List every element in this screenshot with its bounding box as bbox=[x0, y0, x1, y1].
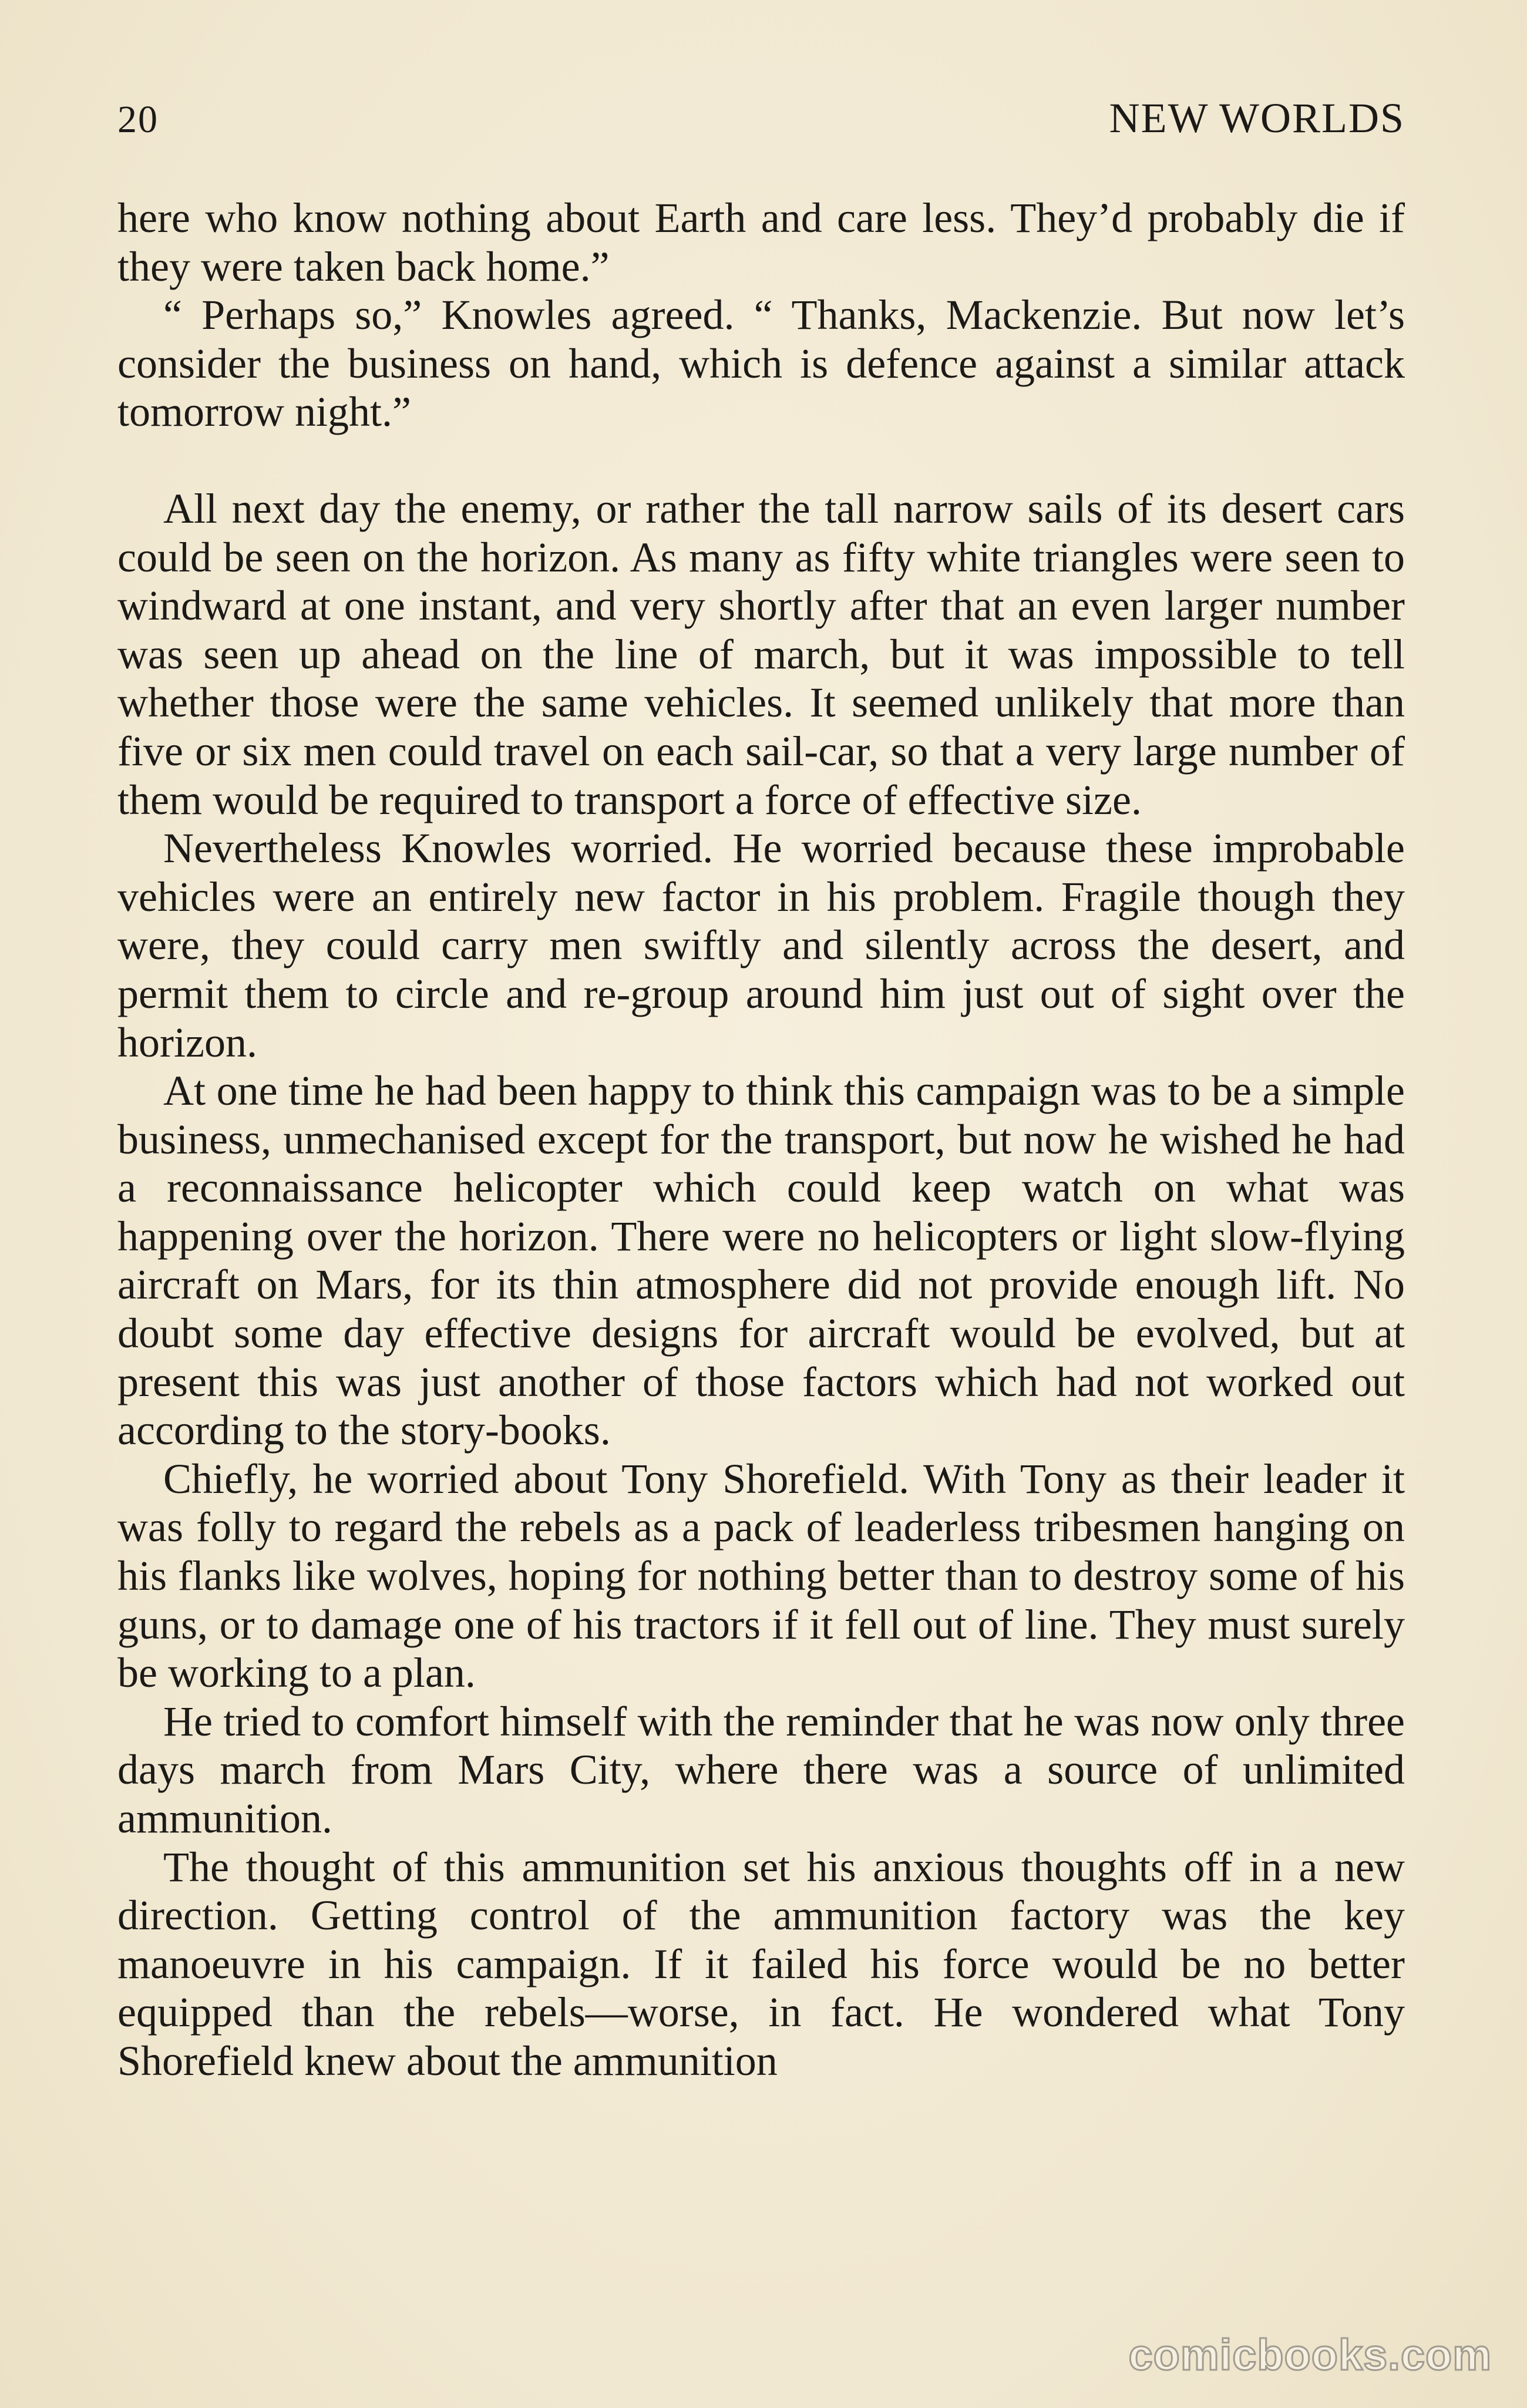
running-title: NEW WORLDS bbox=[1109, 95, 1405, 142]
paragraph: At one time he had been happy to think this campaign was to be a simple business, unmechanised except for the transport, but now he wished he had a reconnaissance helicopter which could keep watch on what was happening over the horizon. There were no helicopters or light slow-flying aircraft on Mars, for its thin atmosphere did not provide enough lift. No doubt some day effective designs for aircraft would be evolved, but at present this was just another of those factors which had not worked out according to the story-books. bbox=[117, 1067, 1405, 1454]
paragraph: Nevertheless Knowles worried. He worried because these improbable vehicles were an entirely new factor in his problem. Fragile though they were, they could carry men swiftly and silently across the desert, and permit them to circle and re-group around him just out of sight over the horizon. bbox=[117, 825, 1405, 1066]
paragraph: The thought of this ammunition set his anxious thoughts off in a new direction. Getting control of the ammunition factory was the key manoeuvre in his campaign. If it failed his force would be no better equipped than the rebels—worse, in fact. He wondered what Tony Shorefield knew about the ammunition bbox=[117, 1843, 1405, 2084]
paragraph: “ Perhaps so,” Knowles agreed. “ Thanks, Mackenzie. But now let’s consider the business on hand, which is defence against a similar attack tomorrow night.” bbox=[117, 291, 1405, 436]
body-text bbox=[117, 194, 1405, 2086]
paragraph-continued: here who know nothing about Earth and care less. They’d probably die if they were taken back home.” bbox=[117, 194, 1405, 290]
paragraph: Chiefly, he worried about Tony Shorefield. With Tony as their leader it was folly to regard the rebels as a pack of leaderless tribesmen hanging on his flanks like wolves, hoping for nothing better than to destroy some of his guns, or to damage one of his tractors if it fell out of line. They must surely be working to a plan. bbox=[117, 1455, 1405, 1697]
paragraph-section-start: All next day the enemy, or rather the tall narrow sails of its desert cars could be seen on the horizon. As many as fifty white triangles were seen to windward at one instant, and very shortly after that an even larger number was seen up ahead on the line of march, but it was impossible to tell whether those were the same vehicles. It seemed unlikely that more than five or six men could travel on each sail-car, so that a very large number of them would be required to transport a force of effective size. bbox=[117, 485, 1405, 823]
running-header bbox=[117, 94, 1405, 159]
watermark-logo: comicbooks.com bbox=[1128, 2330, 1492, 2379]
paragraph: He tried to comfort himself with the reminder that he was now only three days march from Mars City, where there was a source of unlimited ammunition. bbox=[117, 1697, 1405, 1842]
page-number: 20 bbox=[117, 98, 159, 141]
